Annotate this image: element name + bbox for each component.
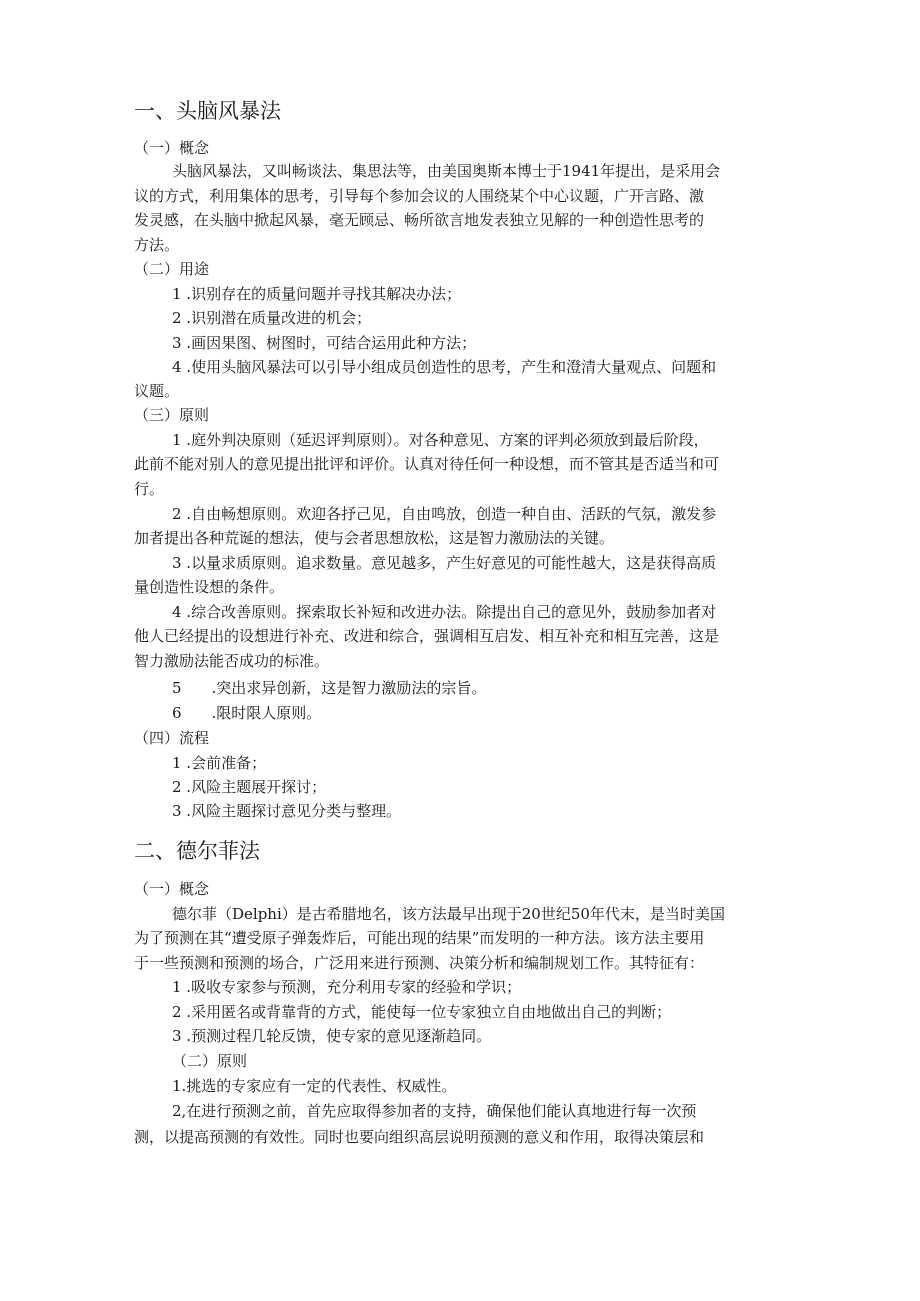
list-item: 1 .庭外判决原则（延迟评判原则）。对各种意见、方案的评判必须放到最后阶段， [172,431,709,449]
section-1-use-heading: （二）用途 [134,260,210,278]
section-2-concept-heading: （一）概念 [134,880,210,898]
list-item: 6 .限时限人原则。 [172,704,322,722]
list-item: 1.挑选的专家应有一定的代表性、权威性。 [172,1077,457,1095]
paragraph-line: 发灵感，在头脑中掀起风暴，毫无顾忌、畅所欲言地发表独立见解的一种创造性思考的 [134,211,705,229]
paragraph-line: 方法。 [134,236,180,254]
list-item: 此前不能对别人的意见提出批评和评价。认真对待任何一种设想，而不管其是否适当和可 [134,455,720,473]
list-item: 测，以提高预测的有效性。同时也要向组织高层说明预测的意义和作用，取得决策层和 [134,1128,705,1146]
list-item: 行。 [134,480,165,498]
list-item: 智力激励法能否成功的标准。 [134,652,330,670]
list-item: 量创造性设想的条件。 [134,578,285,596]
list-item: 3 .画因果图、树图时，可结合运用此种方法； [172,334,477,352]
section-1-process-heading: （四）流程 [134,729,210,747]
paragraph-line: 为了预测在其“遭受原子弹轰炸后，可能出现的结果”而发明的一种方法。该方法主要用 [134,929,705,947]
list-item: 5 .突出求异创新，这是智力激励法的宗旨。 [172,679,487,697]
list-item: 3 .预测过程几轮反馈，使专家的意见逐渐趋同。 [172,1027,492,1045]
list-item: 4 .使用头脑风暴法可以引导小组成员创造性的思考，产生和澄清大量观点、问题和 [172,358,717,376]
paragraph-line: 于一些预测和预测的场合，广泛用来进行预测、决策分析和编制规划工作。其特征有： [134,954,705,972]
section-1-principle-heading: （三）原则 [134,406,210,424]
section-2-principle-heading: （二）原则 [172,1052,248,1070]
list-item: 2 .自由畅想原则。欢迎各抒己见，自由鸣放，创造一种自由、活跃的气氛，激发参 [172,505,717,523]
section-1-concept-heading: （一）概念 [134,139,210,157]
section-1-title: 一、头脑风暴法 [134,99,281,123]
paragraph-line: 议的方式，利用集体的思考，引导每个参加会议的人围绕某个中心议题，广开言路、激 [134,187,705,205]
list-item: 3 .风险主题探讨意见分类与整理。 [172,802,402,820]
list-item: 2,在进行预测之前，首先应取得参加者的支持，确保他们能认真地进行每一次预 [172,1102,697,1120]
list-item: 他人已经提出的设想进行补充、改进和综合，强调相互启发、相互补充和相互完善，这是 [134,627,720,645]
list-item: 1 .会前准备； [172,754,267,772]
list-item: 4 .综合改善原则。探索取长补短和改进办法。除提出自己的意见外，鼓励参加者对 [172,603,717,621]
list-item: 3 .以量求质原则。追求数量。意见越多，产生好意见的可能性越大，这是获得高质 [172,554,717,572]
list-item: 2 .风险主题展开探讨； [172,778,327,796]
list-item: 加者提出各种荒诞的想法，使与会者思想放松，这是智力激励法的关键。 [134,529,615,547]
section-2-title: 二、德尔菲法 [134,839,260,863]
paragraph-line: 德尔菲（Delphi）是古希腊地名，该方法最早出现于20世纪50年代末，是当时美国 [172,905,725,923]
list-item: 2 .采用匿名或背靠背的方式，能使每一位专家独立自由地做出自己的判断； [172,1003,672,1021]
paragraph-line: 头脑风暴法，又叫畅谈法、集思法等，由美国奥斯本博士于1941年提出，是采用会 [172,162,721,180]
list-item: 议题。 [134,382,180,400]
list-item: 1 .吸收专家参与预测，充分利用专家的经验和学识； [172,978,522,996]
list-item: 2 .识别潜在质量改进的机会； [172,309,372,327]
list-item: 1 .识别存在的质量问题并寻找其解决办法； [172,285,462,303]
